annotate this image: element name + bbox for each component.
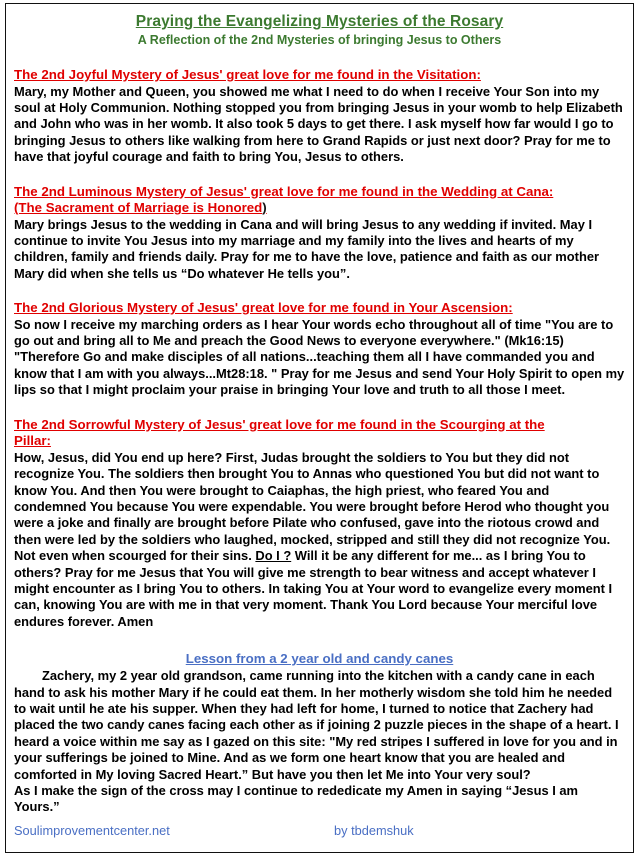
- footer-site-link[interactable]: Soulimprovementcenter.net: [14, 822, 170, 838]
- footer-author: by tbdemshuk: [334, 822, 414, 838]
- heading-luminous-mystery: The 2nd Luminous Mystery of Jesus' great love for me found in the Wedding at Cana:: [14, 183, 554, 199]
- heading-sorrowful-mystery-line2: Pillar:: [14, 433, 51, 449]
- body-lesson: Zachery, my 2 year old grandson, came running into the kitchen with a candy cane in each hand to ask his mother Mary if he could eat them. In her motherly wisdom she told him he needed to wait until he ate his supper. When they had left for home, I turned to notice that Zachery had placed the two candy canes facing each other as if joining 2 puzzle pieces in the shape of a heart. I heard a voice within me say as I gazed on this site: "My red stripes I suffered in love for you and in your sufferings be joined to Mine. And as we form one heart know that you are healed and comforted in My loving Sacred Heart.” But have you then let Me into Your very soul?: [14, 668, 619, 782]
- body-sorrowful-part2: Will it be any different for me... as I bring You to others? Pray for me Jesus that You will give me strength to bear witness and accept whatever I might encounter as I bring You to others. In taking You at Your word to evangelize every moment I can, knowing You are with me in that very moment. Thank You Lord because Your merciful love endures forever. Amen: [14, 548, 613, 629]
- heading-glorious-mystery: The 2nd Glorious Mystery of Jesus' great love for me found in Your Ascension:: [14, 300, 513, 316]
- section-joyful: [14, 67, 625, 166]
- heading-joyful-mystery: The 2nd Joyful Mystery of Jesus' great love for me found in the Visitation:: [14, 67, 481, 82]
- page-subtitle: A Reflection of the 2nd Mysteries of bringing Jesus to Others: [137, 33, 502, 47]
- body-sorrowful-part1: How, Jesus, did You end up here? First, Judas brought the soldiers to You but they did not recognize You. The soldiers then brought You to Annas who questioned You but did not want to know You. And then You were brought to Caiaphas, the high priest, who feared You and condemned You because You were expendable. You were brought before Herod who thought you were a joke and finally are brought before Pilate who confused, gave into the riotous crowd and then were led by the soldiers who laughed, mocked, stripped and still they did not recognize You. Not even when scourged for their sins.: [14, 449, 611, 564]
- document-page: [5, 3, 634, 853]
- page-title: Praying the Evangelizing Mysteries of the Rosary: [135, 13, 504, 30]
- section-glorious: [14, 300, 625, 399]
- body-sorrowful-mystery: [14, 450, 625, 630]
- footer: [14, 822, 625, 839]
- body-luminous-mystery: Mary brings Jesus to the wedding in Cana and will bring Jesus to any wedding if invited. May I continue to invite You Jesus into my marriage and my family into the lives and hearts of my children, family and friends daily. Pray for me to have the love, patience and faith as our mother Mary did when she tells us “Do whatever He tells you”.: [14, 216, 600, 281]
- document-body: [6, 4, 633, 839]
- heading-luminous-subtitle: (The Sacrament of Marriage is Honored: [14, 200, 263, 216]
- heading-sorrowful-mystery: The 2nd Sorrowful Mystery of Jesus' great love for me found in the Scourging at the: [14, 416, 545, 432]
- heading-lesson: Lesson from a 2 year old and candy canes: [185, 651, 454, 667]
- section-luminous: [14, 184, 625, 283]
- body-glorious-mystery: So now I receive my marching orders as I hear Your words echo throughout all of time "You are to go out and bring all to Me and preach the Good News to everyone everywhere." (Mk16:15) "Therefore Go and make disciples of all nations...teaching them all I have commanded you and know that I am with you always...Mt28:18. " Pray for me Jesus and send Your Holy Spirit to open my lips so that I might proclaim your praise in bringing Your love and truth to all those I meet.: [14, 316, 625, 398]
- body-joyful-mystery: Mary, my Mother and Queen, you showed me what I need to do when I receive Your Son into my soul at Holy Communion. Nothing stopped you from bringing Jesus in your womb to help Elizabeth and John who was in her womb. It also took 5 days to get there. I ask myself how far would I go to bringing Jesus to others like walking from here to Grand Rapids or just next door? Pray for me to have that joyful courage and faith to bring You, Jesus to others.: [14, 83, 623, 165]
- section-lesson: [14, 650, 625, 816]
- section-sorrowful: [14, 417, 625, 630]
- heading-luminous-mystery-line2: [14, 200, 625, 217]
- heading-luminous-paren: ): [262, 200, 267, 216]
- body-sorrowful-emphasis: Do I ?: [255, 548, 292, 564]
- body-lesson-closing: As I make the sign of the cross may I continue to rededicate my Amen in saying “Jesus I am Yours.”: [14, 783, 579, 815]
